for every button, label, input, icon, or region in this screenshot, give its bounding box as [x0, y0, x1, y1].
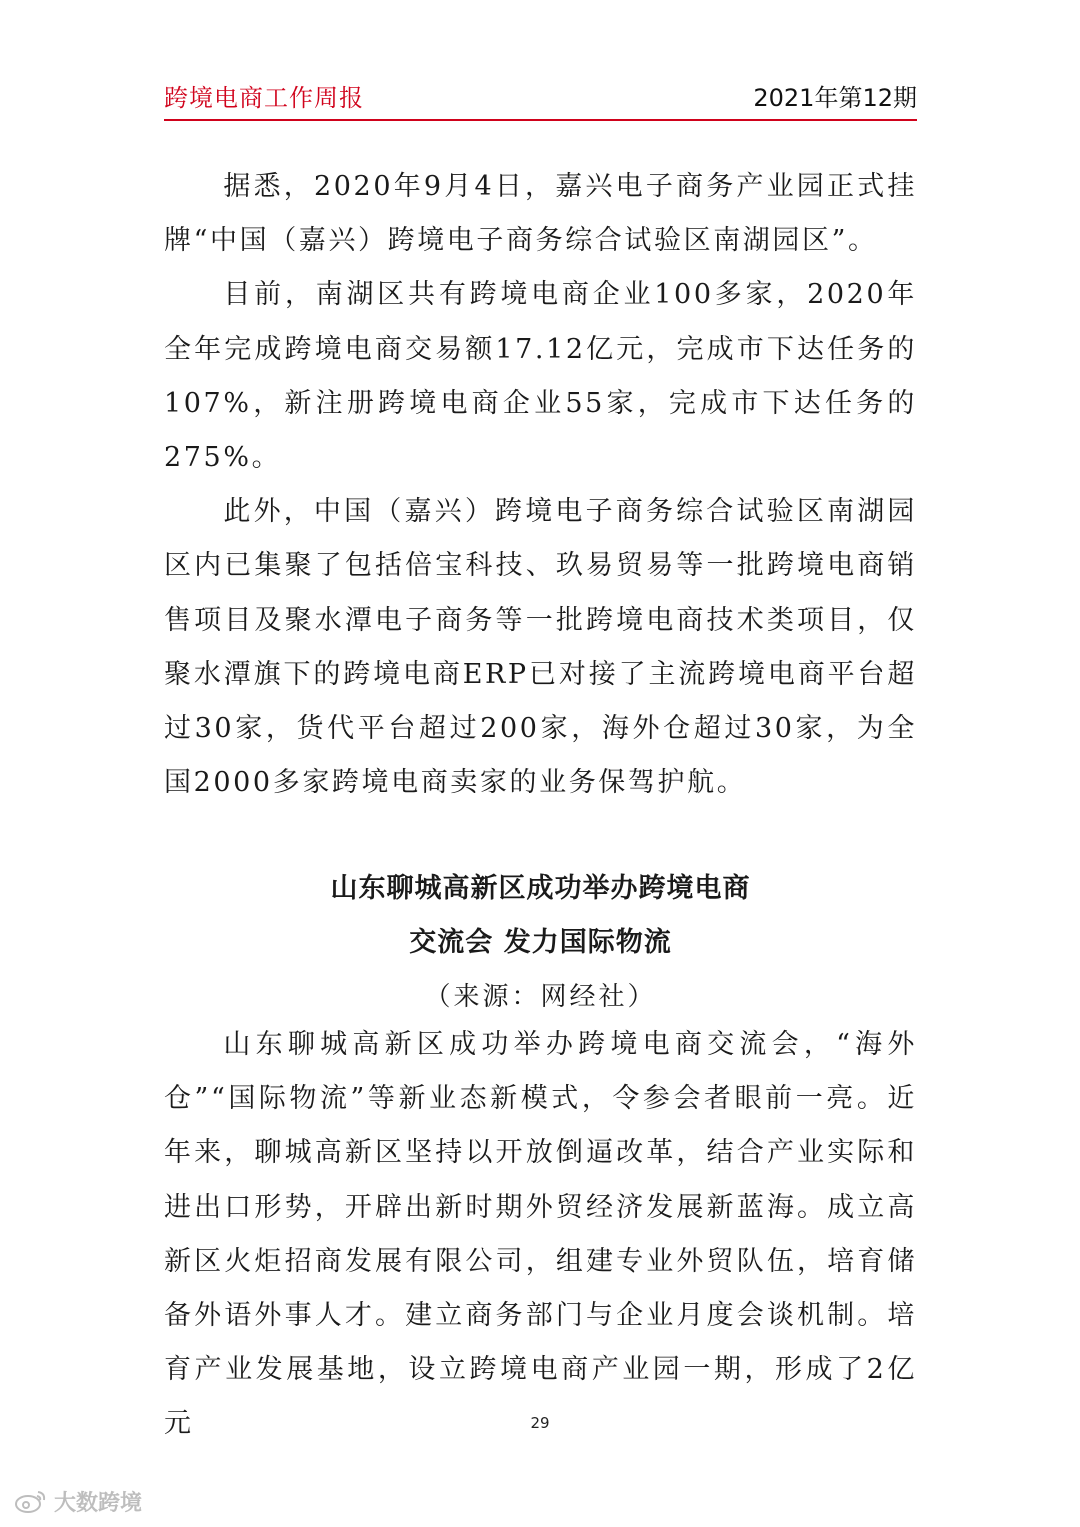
page-number: 29: [530, 1414, 550, 1432]
article-title-line-1: 山东聊城高新区成功举办跨境电商: [330, 873, 751, 904]
article-source: （来源：网经社）: [424, 982, 657, 1012]
watermark-text: 大数跨境: [54, 1490, 143, 1516]
header-title: 跨境电商工作周报: [164, 84, 364, 112]
article-title: [164, 862, 917, 970]
paragraph: 此外，中国（嘉兴）跨境电子商务综合试验区南湖园区内已集聚了包括倍宝科技、玖易贸易等一批跨境电商销售项目及聚水潭电子商务等一批跨境电商技术类项目，仅聚水潭旗下的跨境电商ERP已对接了主流跨境电商平台超过30家，货代平台超过200家，海外仓超过30家，为全国2000多家跨境电商卖家的业务保驾护航。: [164, 496, 917, 799]
paragraph: 据悉，2020年9月4日，嘉兴电子商务产业园正式挂牌“中国（嘉兴）跨境电子商务综合试验区南湖园区”。: [164, 171, 917, 257]
paragraph: 目前，南湖区共有跨境电商企业100多家，2020年全年完成跨境电商交易额17.12亿元，完成市下达任务的107%，新注册跨境电商企业55家，完成市下达任务的275%。: [164, 279, 917, 474]
page-header: [164, 76, 917, 116]
article-body: [164, 160, 917, 810]
article-body: [164, 1018, 917, 1452]
article-title-line-2: 交流会 发力国际物流: [409, 927, 672, 958]
header-divider: [164, 119, 917, 121]
watermark: [14, 1486, 142, 1516]
paragraph: 山东聊城高新区成功举办跨境电商交流会，“海外仓”“国际物流”等新业态新模式，令参会者眼前一亮。近年来，聊城高新区坚持以开放倒逼改革，结合产业实际和进出口形势，开辟出新时期外贸经济发展新蓝海。成立高新区火炬招商发展有限公司，组建专业外贸队伍，培育储备外语外事人才。建立商务部门与企业月度会谈机制。培育产业发展基地，设立跨境电商产业园一期，形成了2亿元: [164, 1029, 917, 1440]
header-issue: 2021年第12期: [753, 84, 917, 112]
weibo-logo-icon: [14, 1488, 48, 1514]
